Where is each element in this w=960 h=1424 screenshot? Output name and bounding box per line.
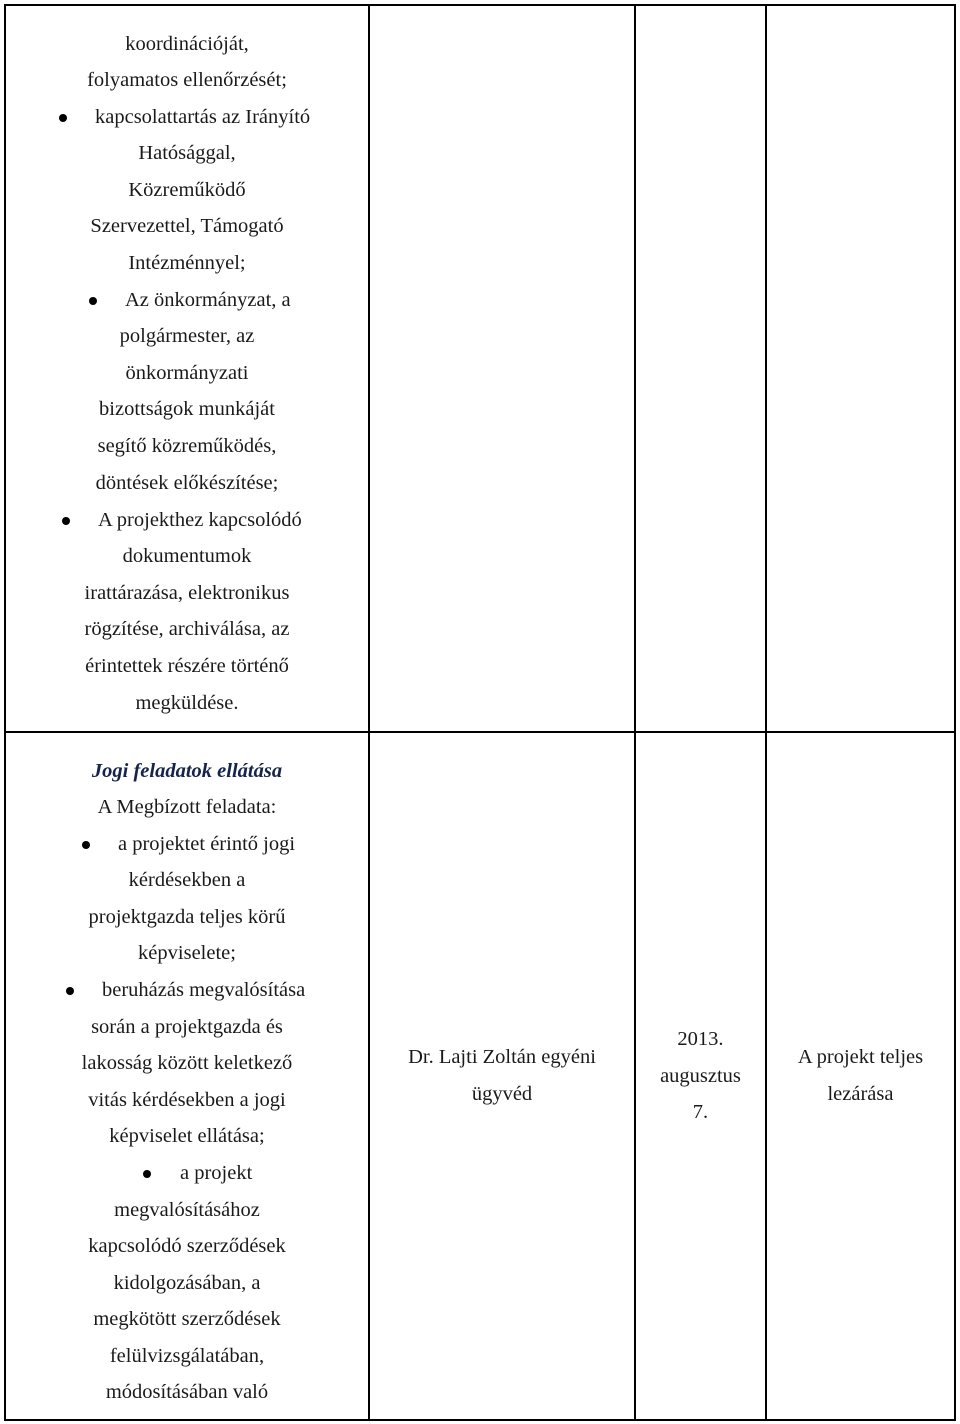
row1-line: folyamatos ellenőrzését; <box>87 69 287 91</box>
responsible-line: ügyvéd <box>471 1083 533 1105</box>
row1-line: Közreműködő <box>128 179 246 201</box>
row2-line: megvalósításához <box>114 1199 260 1221</box>
row1-line: Hatósággal, <box>138 142 236 164</box>
deadline-line: 7. <box>692 1101 709 1124</box>
table-border-bottom <box>4 1419 956 1421</box>
row1-line: Szervezettel, Támogató <box>90 215 284 237</box>
row1-line: önkormányzati <box>125 362 249 384</box>
row2-line: lakosság között keletkező <box>81 1052 293 1074</box>
bullet-icon <box>59 114 67 122</box>
milestone-line: A projekt teljes <box>797 1046 924 1069</box>
responsible-line: Dr. Lajti Zoltán egyéni <box>408 1046 596 1069</box>
row1-line: segítő közreműködés, <box>97 435 277 457</box>
bullet-icon <box>66 987 74 995</box>
row1-line: polgármester, az <box>119 325 255 347</box>
row2-line: vitás kérdésekben a jogi <box>88 1089 286 1111</box>
row2-line: beruházás megvalósítása <box>102 979 306 1001</box>
row1-line: koordinációját, <box>125 33 249 55</box>
deadline-cell <box>636 733 765 1419</box>
responsible-cell <box>370 733 634 1419</box>
row2-line: felülvizsgálatában, <box>109 1345 265 1367</box>
row2-line: során a projektgazda és <box>91 1016 283 1038</box>
row1-line: döntések előkészítése; <box>95 472 279 494</box>
row2-line: kérdésekben a <box>128 869 246 891</box>
row1-line: irattárazása, elektronikus <box>84 582 290 604</box>
row2-line: projektgazda teljes körű <box>88 906 286 928</box>
deadline-line: 2013. <box>677 1028 724 1051</box>
row1-line: A projekthez kapcsolódó <box>98 509 302 531</box>
row1-line: bizottságok munkáját <box>99 398 275 420</box>
row1-line: kapcsolattartás az Irányító <box>95 106 311 128</box>
row2-line: megkötött szerződések <box>93 1308 281 1330</box>
bullet-icon <box>89 297 97 305</box>
row2-line: módosításában való <box>105 1381 269 1403</box>
table-border-top <box>4 4 956 6</box>
row1-line: rögzítése, archiválása, az <box>84 618 290 640</box>
row2-line: képviselete; <box>138 942 236 964</box>
section-heading: Jogi feladatok ellátása <box>91 760 283 782</box>
row1-line: érintettek részére történő <box>85 655 289 677</box>
row1-line: dokumentumok <box>122 545 252 567</box>
row1-line: megküldése. <box>135 692 239 714</box>
row2-line: kapcsolódó szerződések <box>88 1235 286 1257</box>
row1-line: Az önkormányzat, a <box>125 289 291 311</box>
deadline-line: augusztus <box>660 1064 741 1087</box>
bullet-icon <box>62 517 70 525</box>
bullet-icon <box>82 841 90 849</box>
row2-line: a projektet érintő jogi <box>118 833 296 855</box>
row2-line: kidolgozásában, a <box>113 1272 261 1294</box>
milestone-cell <box>767 733 954 1419</box>
section-intro: A Megbízott feladata: <box>97 796 277 818</box>
bullet-icon <box>143 1170 151 1178</box>
milestone-line: lezárása <box>827 1083 894 1105</box>
row2-line: a projekt <box>180 1162 253 1184</box>
table-border-right <box>954 4 956 1421</box>
row1-line: Intézménnyel; <box>128 252 246 274</box>
row2-line: képviselet ellátása; <box>109 1125 265 1147</box>
